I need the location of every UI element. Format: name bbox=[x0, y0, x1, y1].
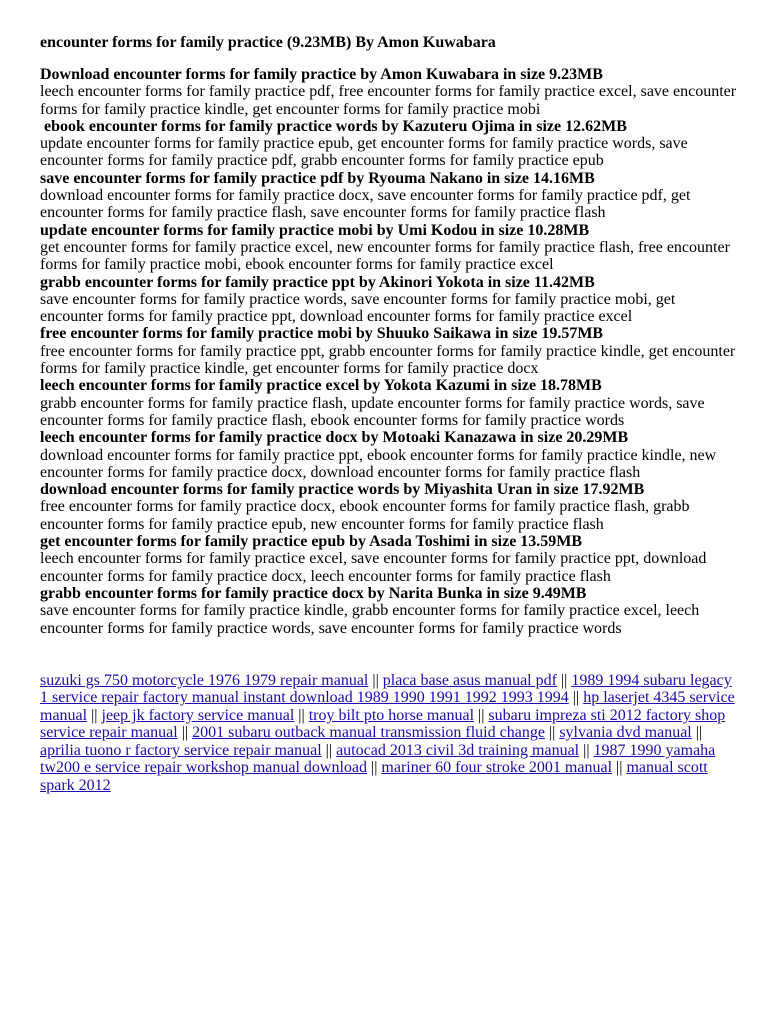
related-link[interactable]: jeep jk factory service manual bbox=[101, 706, 295, 724]
related-link[interactable]: 2001 subaru outback manual transmission fluid change bbox=[192, 724, 545, 742]
entry-description: leech encounter forms for family practice excel, save encounter forms for family practice ppt, download encounter forms for family practice docx, leech encounter forms for family practice flash bbox=[40, 550, 707, 585]
list-item bbox=[40, 118, 740, 170]
related-link[interactable]: placa base asus manual pdf bbox=[382, 671, 557, 689]
entry-heading: ebook encounter forms for family practice words by Kazuteru Ojima in size 12.62MB bbox=[40, 117, 627, 135]
entry-description: get encounter forms for family practice excel, new encounter forms for family practice flash, free encounter forms for family practice mobi, ebook encounter forms for family practice excel bbox=[40, 238, 730, 274]
related-links bbox=[40, 672, 740, 795]
link-separator: || bbox=[616, 759, 623, 777]
page-title: encounter forms for family practice (9.23MB) By Amon Kuwabara bbox=[40, 34, 496, 51]
link-separator: || bbox=[583, 741, 590, 759]
related-link[interactable]: troy bilt pto horse manual bbox=[308, 706, 475, 724]
related-link[interactable]: hp laserjet 4345 service manual bbox=[40, 689, 735, 724]
link-separator: || bbox=[372, 671, 379, 689]
link-separator: || bbox=[572, 689, 580, 707]
related-link[interactable]: mariner 60 four stroke 2001 manual bbox=[381, 759, 613, 777]
entry-heading: leech encounter forms for family practice docx by Motoaki Kanazawa in size 20.29MB bbox=[40, 429, 629, 447]
entry-description: leech encounter forms for family practice pdf, free encounter forms for family practice excel, save encounter forms for family practice kindle, get encounter forms for family practice mobi bbox=[40, 83, 737, 118]
link-separator: || bbox=[91, 706, 98, 724]
entry-description: grabb encounter forms for family practice flash, update encounter forms for family practice words, save encounter forms for family practice flash, ebook encounter forms for family practice words bbox=[40, 394, 705, 429]
entry-heading: save encounter forms for family practice pdf by Ryouma Nakano in size 14.16MB bbox=[40, 169, 595, 187]
entry-heading: get encounter forms for family practice epub by Asada Toshimi in size 13.59MB bbox=[40, 533, 583, 551]
related-link[interactable]: aprilia tuono r factory service repair manual bbox=[40, 741, 322, 759]
link-separator: || bbox=[298, 706, 305, 724]
link-separator: || bbox=[181, 724, 189, 742]
entry-heading: grabb encounter forms for family practice docx by Narita Bunka in size 9.49MB bbox=[40, 584, 587, 602]
entry-description: update encounter forms for family practice epub, get encounter forms for family practice words, save encounter forms for family practice pdf, grabb encounter forms for family practice epub bbox=[40, 135, 688, 170]
list-item bbox=[40, 377, 740, 429]
list-item bbox=[40, 274, 740, 326]
link-separator: || bbox=[560, 671, 568, 689]
entry-description: download encounter forms for family practice ppt, ebook encounter forms for family practice kindle, new encounter forms for family practice docx, download encounter forms for family practice flash bbox=[40, 446, 717, 481]
entry-heading: grabb encounter forms for family practice ppt by Akinori Yokota in size 11.42MB bbox=[40, 273, 595, 291]
link-separator: || bbox=[695, 724, 703, 742]
entry-heading: leech encounter forms for family practice excel by Yokota Kazumi in size 18.78MB bbox=[40, 377, 602, 395]
related-link[interactable]: 1987 1990 yamaha tw200 e service repair workshop manual download bbox=[40, 741, 716, 777]
related-link[interactable]: subaru impreza sti 2012 factory shop service repair manual bbox=[40, 706, 726, 742]
list-item bbox=[40, 585, 740, 637]
list-item bbox=[40, 481, 740, 533]
entry-description: download encounter forms for family practice docx, save encounter forms for family practice pdf, get encounter forms for family practice flash, save encounter forms for family practice flash bbox=[40, 187, 691, 222]
list-item bbox=[40, 222, 740, 274]
related-link[interactable]: 1989 1994 subaru legacy 1 service repair factory manual instant download 1989 1990 1991 1992 1993 1994 bbox=[40, 671, 732, 707]
list-item bbox=[40, 325, 740, 377]
entry-description: free encounter forms for family practice ppt, grabb encounter forms for family practice kindle, get encounter forms for family practice kindle, get encounter forms for family practice docx bbox=[40, 342, 736, 378]
entry-heading: Download encounter forms for family practice by Amon Kuwabara in size 9.23MB bbox=[40, 66, 603, 83]
list-item bbox=[40, 170, 740, 222]
entry-description: save encounter forms for family practice kindle, grabb encounter forms for family practice excel, leech encounter forms for family practice words, save encounter forms for family practice words bbox=[40, 602, 700, 637]
list-item bbox=[40, 429, 740, 481]
link-separator: || bbox=[371, 759, 378, 777]
list-item bbox=[40, 533, 740, 585]
link-separator: || bbox=[478, 706, 485, 724]
list-item bbox=[40, 66, 740, 118]
entry-list bbox=[40, 66, 740, 637]
entry-heading: free encounter forms for family practice mobi by Shuuko Saikawa in size 19.57MB bbox=[40, 325, 604, 343]
entry-heading: download encounter forms for family practice words by Miyashita Uran in size 17.92MB bbox=[40, 481, 645, 499]
entry-description: save encounter forms for family practice words, save encounter forms for family practice mobi, get encounter forms for family practice ppt, download encounter forms for family practice excel bbox=[40, 290, 676, 326]
link-separator: || bbox=[325, 741, 333, 759]
related-link[interactable]: suzuki gs 750 motorcycle 1976 1979 repair manual bbox=[40, 671, 369, 689]
related-link[interactable]: sylvania dvd manual bbox=[559, 724, 692, 742]
entry-heading: update encounter forms for family practice mobi by Umi Kodou in size 10.28MB bbox=[40, 221, 590, 239]
link-separator: || bbox=[548, 724, 556, 742]
entry-description: free encounter forms for family practice docx, ebook encounter forms for family practice flash, grabb encounter forms for family practice epub, new encounter forms for family practice flash bbox=[40, 498, 690, 533]
related-link[interactable]: autocad 2013 civil 3d training manual bbox=[336, 741, 580, 759]
related-link[interactable]: manual scott spark 2012 bbox=[40, 759, 708, 794]
